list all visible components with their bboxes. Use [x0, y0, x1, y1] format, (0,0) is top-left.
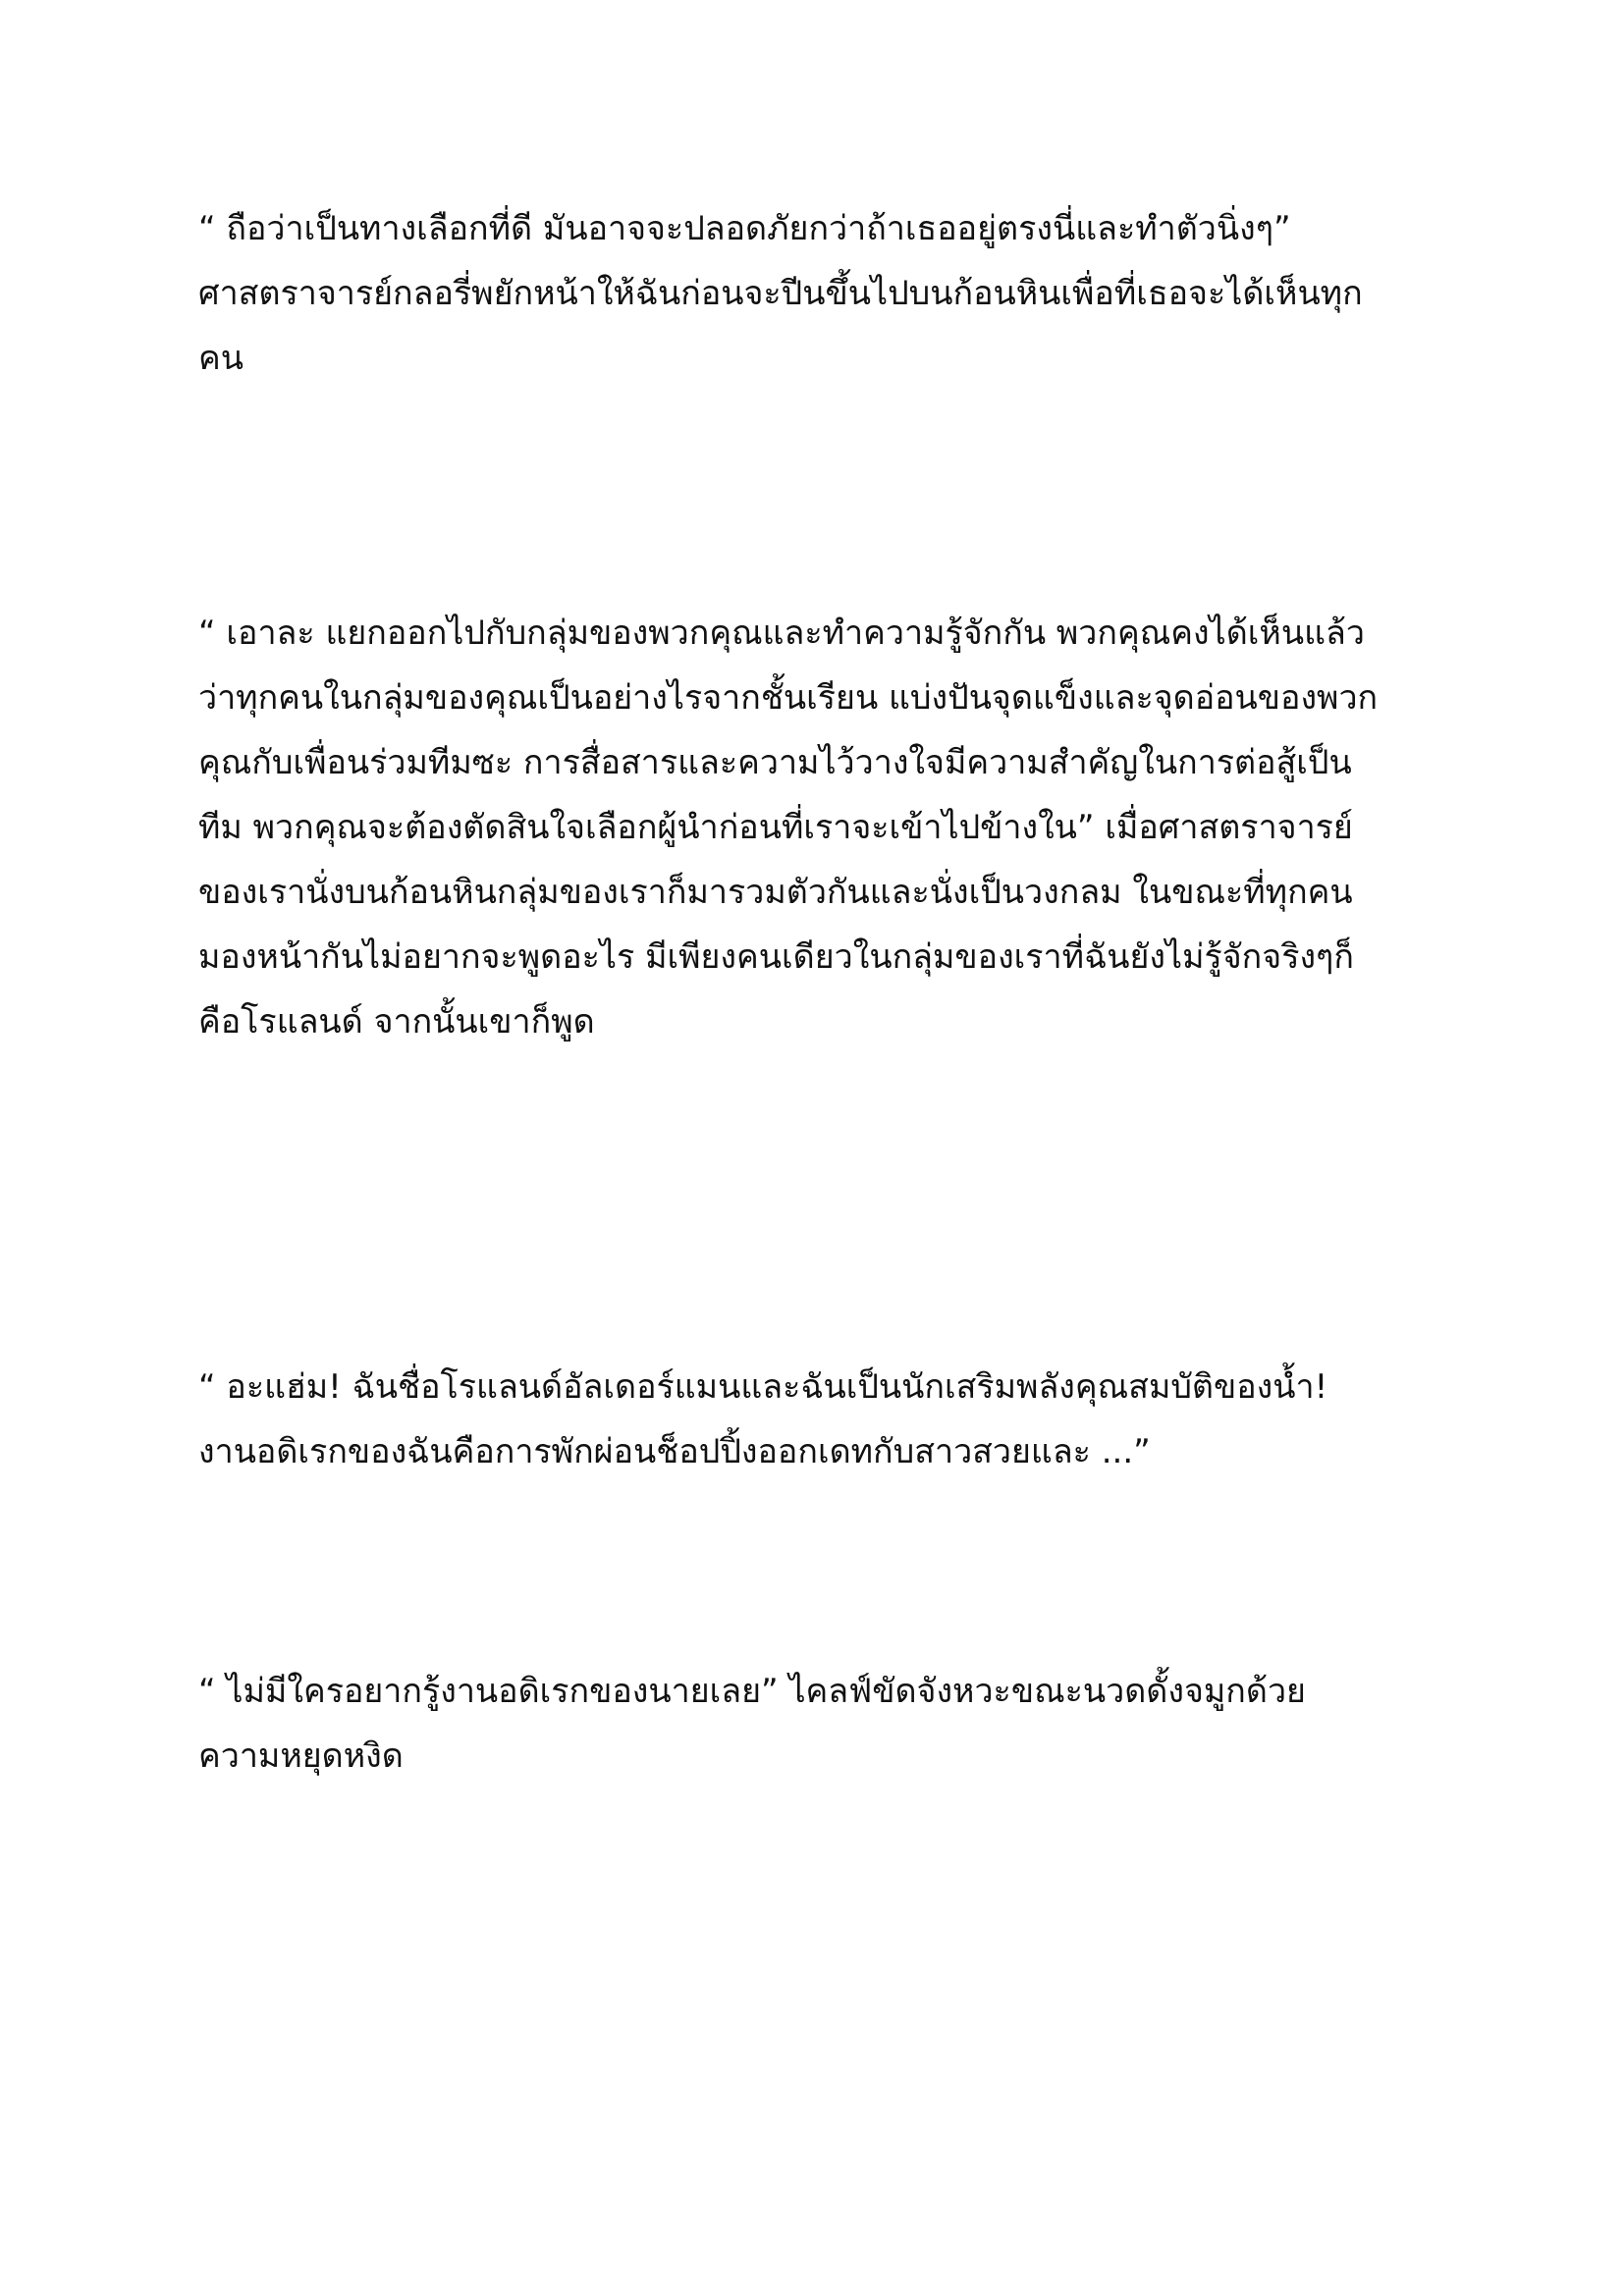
paragraph-line: คน: [198, 339, 244, 378]
paragraph-line: ของเรานั่งบนก้อนหินกลุ่มของเราก็มารวมตัวกันและนั่งเป็นวงกลม ในขณะที่ทุกคน: [198, 873, 1353, 912]
paragraph-line: งานอดิเรกของฉันคือการพักผ่อนช็อปปิ้งออกเดทกับสาวสวยและ ...”: [198, 1432, 1151, 1471]
paragraph-line: ว่าทุกคนในกลุ่มของคุณเป็นอย่างไรจากชั้นเรียน แบ่งปันจุดแข็งและจุดอ่อนของพวก: [198, 678, 1379, 718]
paragraph-line: ทีม พวกคุณจะต้องตัดสินใจเลือกผู้นำก่อนที่เราจะเข้าไปข้างใน” เมื่อศาสตราจารย์: [198, 808, 1353, 847]
paragraph-line: ความหยุดหงิด: [198, 1736, 404, 1776]
paragraph-line: มองหน้ากันไม่อยากจะพูดอะไร มีเพียงคนเดียวในกลุ่มของเราที่ฉันยังไม่รู้จักจริงๆก็: [198, 937, 1354, 977]
paragraph-3: [198, 1355, 1435, 1484]
paragraph-line: “ ถือว่าเป็นทางเลือกที่ดี มันอาจจะปลอดภัยกว่าถ้าเธออยู่ตรงนี่และทำตัวนิ่งๆ”: [198, 209, 1291, 248]
paragraph-line: “ อะแฮ่ม! ฉันชื่อโรแลนด์อัลเดอร์แมนและฉันเป็นนักเสริมพลังคุณสมบัติของน้ำ!: [198, 1367, 1328, 1407]
paragraph-2: [198, 601, 1435, 1054]
paragraph-line: ศาสตราจารย์กลอรี่พยักหน้าให้ฉันก่อนจะปีนขึ้นไปบนก้อนหินเพื่อที่เธอจะได้เห็นทุก: [198, 274, 1363, 313]
paragraph-line: คุณกับเพื่อนร่วมทีมซะ การสื่อสารและความไว้วางใจมีความสำคัญในการต่อสู้เป็น: [198, 743, 1352, 782]
paragraph-line: “ ไม่มีใครอยากรู้งานอดิเรกของนายเลย” ไคลฟ์ขัดจังหวะขณะนวดดั้งจมูกด้วย: [198, 1672, 1306, 1711]
paragraph-line: คือโรแลนด์ จากนั้นเขาก็พูด: [198, 1002, 595, 1041]
paragraph-4: [198, 1659, 1435, 1789]
paragraph-line: “ เอาละ แยกออกไปกับกลุ่มของพวกคุณและทำความรู้จักกัน พวกคุณคงได้เห็นแล้ว: [198, 614, 1365, 653]
paragraph-1: [198, 196, 1435, 391]
